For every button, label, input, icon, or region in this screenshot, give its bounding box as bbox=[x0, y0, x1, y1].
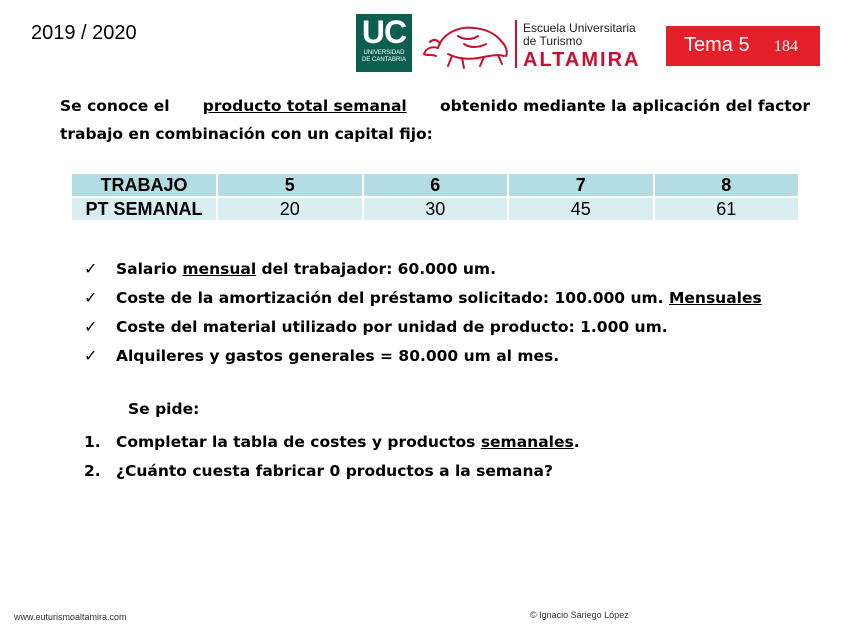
logo-divider bbox=[515, 20, 517, 68]
question-text: . bbox=[573, 433, 580, 451]
check-item-alquileres bbox=[84, 341, 762, 370]
question-number: 1. bbox=[84, 433, 101, 451]
footer-copyright: © Ignacio Sariego López bbox=[530, 610, 629, 620]
intro-start: Se conoce el bbox=[60, 97, 170, 115]
check-item-salario bbox=[84, 254, 762, 283]
uc-logo-line1: UNIVERSIDAD bbox=[363, 50, 405, 56]
question-1 bbox=[84, 428, 580, 457]
school-line2: de Turismo bbox=[523, 34, 583, 48]
uc-logo-line2: DE CANTABRIA bbox=[362, 57, 406, 63]
question-text: ¿Cuánto cuesta fabricar 0 productos a la semana? bbox=[116, 462, 553, 480]
se-pide-heading: Se pide: bbox=[128, 400, 200, 418]
school-name bbox=[523, 22, 640, 72]
check-item-material bbox=[84, 312, 762, 341]
footer-website: www.euturismoaltamira.com bbox=[14, 612, 127, 622]
table-cell: 8 bbox=[654, 173, 800, 197]
check-text: del trabajador: 60.000 um. bbox=[256, 260, 496, 278]
intro-underlined: producto total semanal bbox=[202, 97, 407, 115]
intro-line1 bbox=[60, 92, 810, 120]
table-cell: 20 bbox=[217, 197, 363, 221]
table-cell: 30 bbox=[363, 197, 509, 221]
table-cell: 6 bbox=[363, 173, 509, 197]
checkmark-icon: ✓ bbox=[84, 346, 98, 365]
check-text: Alquileres y gastos generales = 80.000 um al mes. bbox=[116, 347, 560, 365]
check-underlined: mensual bbox=[182, 260, 257, 278]
table-row-trabajo bbox=[71, 173, 799, 197]
table-cell: 61 bbox=[654, 197, 800, 221]
school-line1: Escuela Universitaria bbox=[523, 21, 636, 35]
table-row-pt-semanal bbox=[71, 197, 799, 221]
uc-logo bbox=[356, 14, 412, 72]
page-number: 184 bbox=[774, 38, 798, 55]
intro-end: obtenido mediante la aplicación del factor bbox=[439, 97, 810, 115]
check-item-amortizacion bbox=[84, 283, 762, 312]
tema-label: Tema 5 bbox=[684, 34, 750, 56]
table-cell: 5 bbox=[217, 173, 363, 197]
intro-line2: trabajo en combinación con un capital fijo: bbox=[60, 125, 433, 143]
checkmark-icon: ✓ bbox=[84, 259, 98, 278]
checkmark-icon: ✓ bbox=[84, 317, 98, 336]
table-cell: 45 bbox=[508, 197, 654, 221]
production-table bbox=[70, 172, 800, 222]
check-underlined: Mensuales bbox=[668, 289, 762, 307]
question-underlined: semanales bbox=[480, 433, 574, 451]
uc-logo-abbr: UC bbox=[361, 14, 407, 50]
question-text: Completar la tabla de costes y productos bbox=[116, 433, 481, 451]
tema-badge bbox=[666, 26, 820, 66]
check-text: Coste de la amortización del préstamo solicitado: 100.000 um. bbox=[116, 289, 669, 307]
academic-year: 2019 / 2020 bbox=[31, 22, 137, 44]
data-checklist bbox=[84, 254, 762, 370]
question-list bbox=[84, 428, 580, 486]
school-line3: ALTAMIRA bbox=[523, 49, 641, 71]
checkmark-icon: ✓ bbox=[84, 288, 98, 307]
table-cell: 7 bbox=[508, 173, 654, 197]
check-text: Coste del material utilizado por unidad de producto: 1.000 um. bbox=[116, 318, 668, 336]
table-header-pt-semanal: PT SEMANAL bbox=[71, 197, 217, 221]
check-text: Salario bbox=[116, 260, 183, 278]
bison-logo-icon bbox=[418, 18, 513, 70]
intro-paragraph bbox=[60, 92, 810, 148]
question-number: 2. bbox=[84, 462, 101, 480]
table-header-trabajo: TRABAJO bbox=[71, 173, 217, 197]
question-2 bbox=[84, 457, 580, 486]
